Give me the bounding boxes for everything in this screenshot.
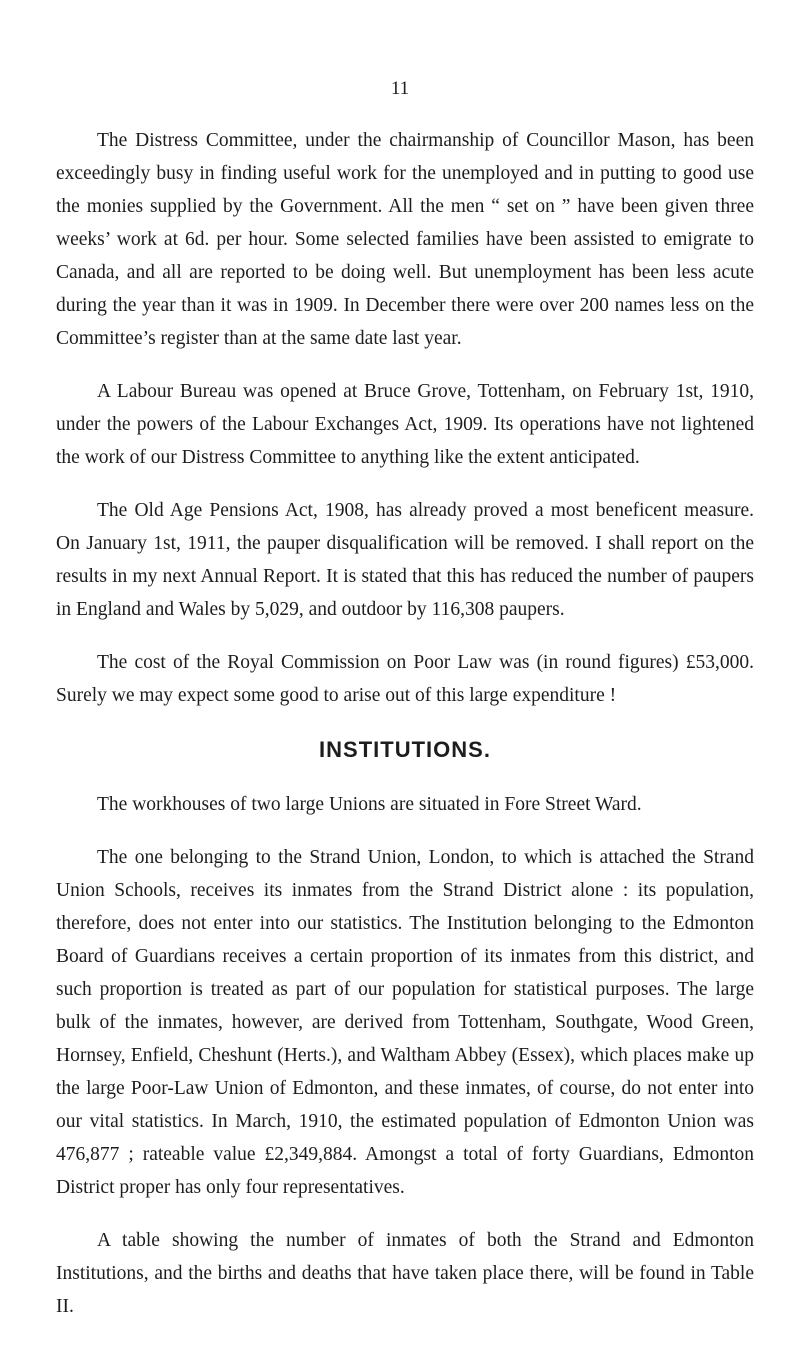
page-body	[56, 124, 754, 1343]
section-heading-institutions: INSTITUTIONS.	[319, 737, 491, 762]
page-number: 11	[390, 78, 410, 99]
paragraph-old-age-pensions: The Old Age Pensions Act, 1908, has already proved a most beneficent measure. On January 1st, 1911, the pauper disqualification will be removed. I shall report on the results in my next Annual Report. It is stated that this has reduced the number of paupers in England and Wales by 5,029, and outdoor by 116,308 paupers.	[56, 500, 754, 620]
paragraph-strand-edmonton-unions: The one belonging to the Strand Union, London, to which is attached the Strand Union Schools, receives its inmates from the Strand District alone : its population, therefore, does not enter into our statistics. The Institution belonging to the Edmonton Board of Guardians receives a certain proportion of its inmates from this district, and such proportion is treated as part of our population for statistical purposes. The large bulk of the inmates, however, are derived from Tottenham, Southgate, Wood Green, Hornsey, Enfield, Cheshunt (Herts.), and Waltham Abbey (Essex), which places make up the large Poor-Law Union of Edmonton, and these inmates, of course, do not enter into our vital statistics. In March, 1910, the estimated population of Edmonton Union was 476,877 ; rateable value £2,349,884. Amongst a total of forty Guardians, Edmonton District proper has only four representatives.	[56, 847, 754, 1198]
paragraph-labour-bureau: A Labour Bureau was opened at Bruce Grove, Tottenham, on February 1st, 1910, under the powers of the Labour Exchanges Act, 1909. Its operations have not lightened the work of our Distress Committee to anything like the extent anticipated.	[56, 381, 754, 468]
paragraph-workhouses: The workhouses of two large Unions are situated in Fore Street Ward.	[97, 794, 642, 815]
paragraph-royal-commission: The cost of the Royal Commission on Poor Law was (in round figures) £53,000. Surely we may expect some good to arise out of this large expenditure !	[56, 652, 754, 706]
paragraph-table-reference: A table showing the number of inmates of both the Strand and Edmonton Institutions, and the births and deaths that have taken place there, will be found in Table II.	[56, 1230, 754, 1317]
paragraph-distress-committee: The Distress Committee, under the chairmanship of Councillor Mason, has been exceedingly busy in finding useful work for the unemployed and in putting to good use the monies supplied by the Government. All the men “ set on ” have been given three weeks’ work at 6d. per hour. Some selected families have been assisted to emigrate to Canada, and all are reported to be doing well. But unemployment has been less acute during the year than it was in 1909. In December there were over 200 names less on the Committee’s register than at the same date last year.	[56, 130, 754, 349]
